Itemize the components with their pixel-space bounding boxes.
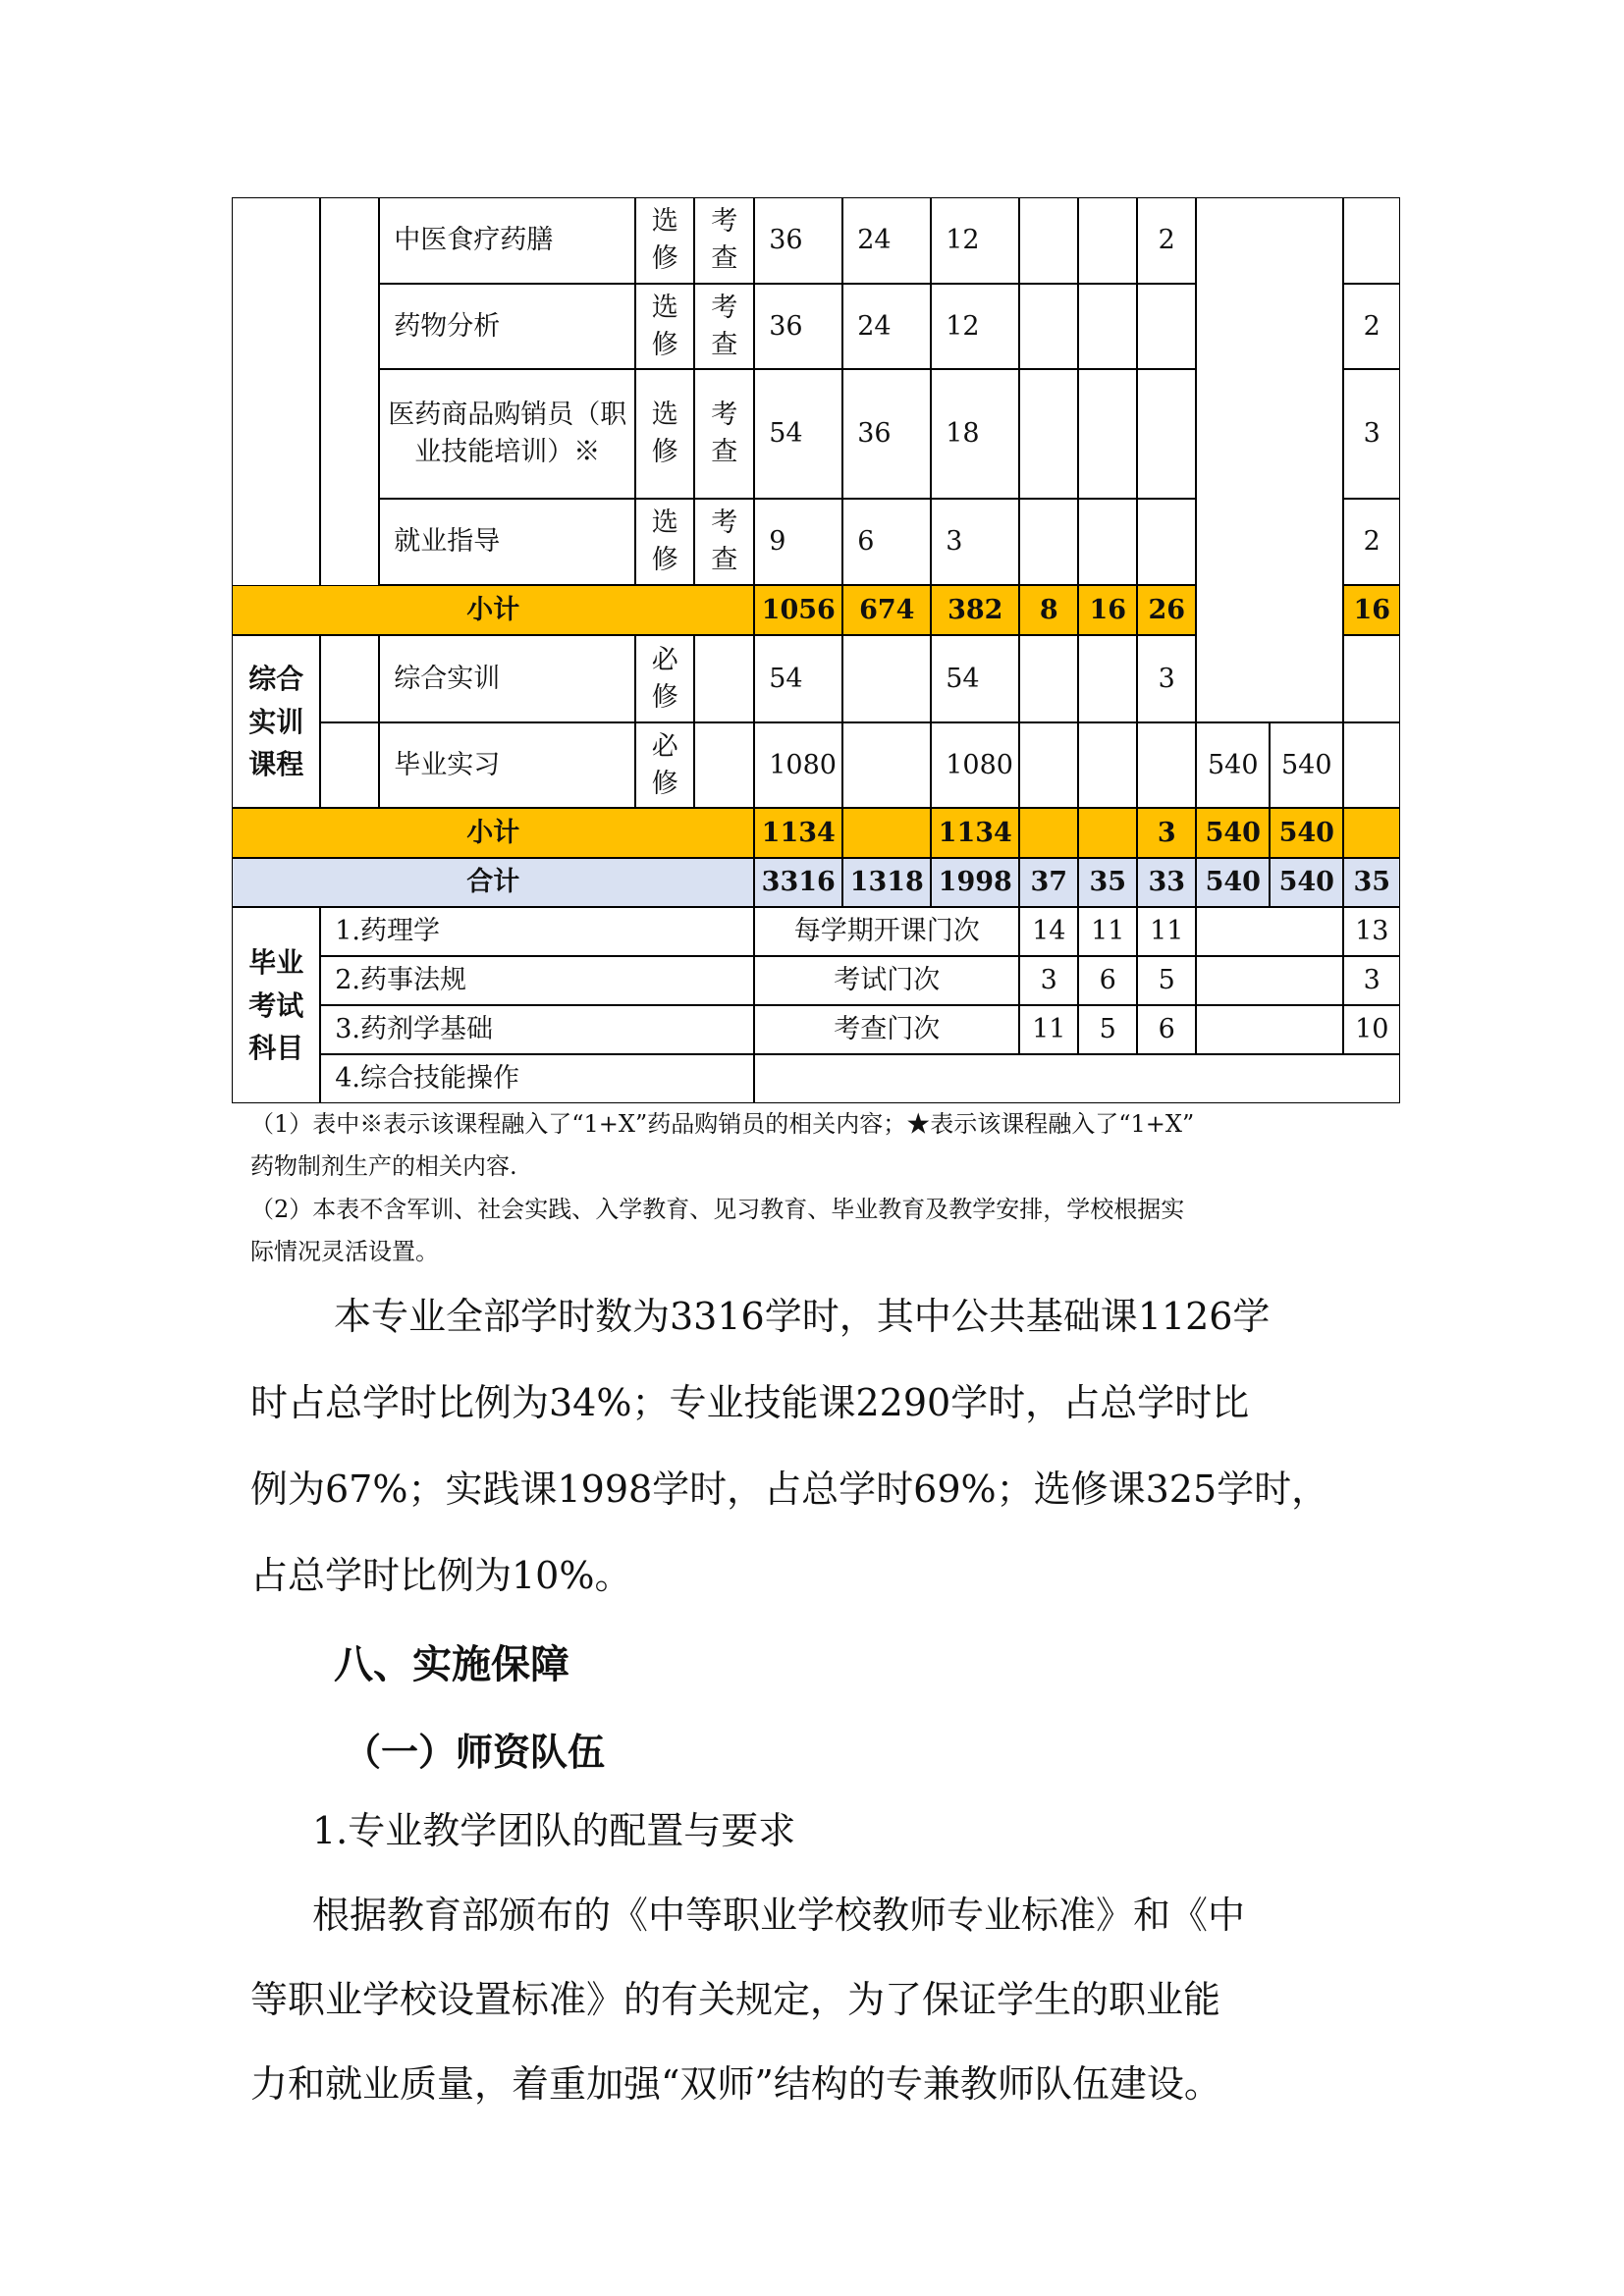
theory-hours: 6: [842, 499, 931, 585]
subtotal-practice: 1134: [931, 808, 1019, 858]
grand-total-label: 合计: [232, 858, 754, 907]
exam-subject: 4.综合技能操作: [320, 1054, 754, 1103]
semester-6-hours: 2: [1343, 284, 1400, 369]
total-hours: 9: [754, 499, 842, 585]
category-comprehensive-training: 综合实训课程: [232, 635, 320, 808]
theory-hours: 36: [842, 369, 931, 499]
metric-s4-s5-empty: [1196, 907, 1343, 956]
practice-hours: 54: [931, 635, 1019, 722]
subtotal-theory: 674: [842, 585, 931, 635]
subtotal-total: 1056: [754, 585, 842, 635]
summary-line-1: 本专业全部学时数为3316学时，其中公共基础课1126学: [334, 1295, 1271, 1338]
subtotal-total: 1134: [754, 808, 842, 858]
subtotal-s6-empty: [1343, 808, 1400, 858]
semester-1-empty: [1019, 635, 1078, 722]
exam-subject: 2.药事法规: [320, 956, 754, 1005]
semester-6-hours: 2: [1343, 499, 1400, 585]
assessment-type: 考查: [694, 499, 754, 585]
course-name: 中医食疗药膳: [379, 197, 635, 284]
assessment-type-empty: [694, 635, 754, 722]
semester-2-empty: [1078, 635, 1137, 722]
subtotal-s3: 3: [1137, 808, 1196, 858]
grand-theory-hours: 1318: [842, 858, 931, 907]
metric-s2: 5: [1078, 1005, 1137, 1054]
subtotal-s6: 16: [1343, 585, 1400, 635]
subcategory-cell-empty: [320, 722, 379, 808]
curriculum-table: [233, 198, 1401, 1104]
course-kind: 选修: [635, 197, 694, 284]
metric-label: 每学期开课门次: [754, 907, 1019, 956]
assessment-type: 考查: [694, 284, 754, 369]
metric-s3: 5: [1137, 956, 1196, 1005]
practice-hours: 1080: [931, 722, 1019, 808]
metric-s6: 10: [1343, 1005, 1400, 1054]
course-kind: 必修: [635, 635, 694, 722]
semester-1-hours: [1019, 197, 1078, 284]
table-note-1-cont: 药物制剂生产的相关内容.: [250, 1152, 517, 1180]
total-hours: 36: [754, 197, 842, 284]
subcategory-cell-empty: [320, 197, 379, 635]
course-kind: 选修: [635, 284, 694, 369]
table-note-1: （1）表中※表示该课程融入了“1+X”药品购销员的相关内容；★表示该课程融入了“1+X”: [250, 1110, 1195, 1138]
subsection-heading: （一）师资队伍: [344, 1731, 606, 1774]
grand-s3: 33: [1137, 858, 1196, 907]
course-name: 药物分析: [379, 284, 635, 369]
grand-s1: 37: [1019, 858, 1078, 907]
semester-3-hours: [1137, 284, 1196, 369]
metric-s1: 14: [1019, 907, 1078, 956]
subtotal-s1: 8: [1019, 585, 1078, 635]
section-heading: 八、实施保障: [334, 1642, 569, 1687]
course-name: 毕业实习: [379, 722, 635, 808]
semester-3-hours: 2: [1137, 197, 1196, 284]
subtotal-s2-empty: [1078, 808, 1137, 858]
course-kind: 选修: [635, 499, 694, 585]
total-hours: 36: [754, 284, 842, 369]
category-cell-empty: [232, 197, 320, 635]
category-graduation-exam: 毕业考试科目: [232, 907, 320, 1103]
practice-hours: 3: [931, 499, 1019, 585]
assessment-type-empty: [694, 722, 754, 808]
semester-4-5-merged-empty: [1196, 197, 1343, 722]
exam-row-empty: [754, 1054, 1400, 1103]
semester-6-empty: [1343, 722, 1400, 808]
grand-s4: 540: [1196, 858, 1270, 907]
metric-s4-s5-empty: [1196, 1005, 1343, 1054]
body-line-2: 等职业学校设置标准》的有关规定，为了保证学生的职业能: [250, 1978, 1221, 2021]
semester-1-hours: [1019, 369, 1078, 499]
total-hours: 1080: [754, 722, 842, 808]
theory-hours: 24: [842, 197, 931, 284]
theory-hours-empty: [842, 635, 931, 722]
subcategory-cell-empty: [320, 635, 379, 722]
semester-1-hours: [1019, 499, 1078, 585]
subtotal-label: 小计: [232, 808, 754, 858]
item-heading: 1.专业教学团队的配置与要求: [312, 1809, 796, 1852]
practice-hours: 12: [931, 197, 1019, 284]
grand-total-hours: 3316: [754, 858, 842, 907]
exam-subject: 1.药理学: [320, 907, 754, 956]
body-line-1: 根据教育部颁布的《中等职业学校教师专业标准》和《中: [312, 1894, 1246, 1937]
semester-6-hours: [1343, 197, 1400, 284]
subtotal-s5: 540: [1270, 808, 1343, 858]
course-name: 就业指导: [379, 499, 635, 585]
body-line-3: 力和就业质量，着重加强“双师”结构的专兼教师队伍建设。: [250, 2062, 1221, 2106]
subtotal-s4: 540: [1196, 808, 1270, 858]
semester-3-hours: [1137, 499, 1196, 585]
subtotal-s1-empty: [1019, 808, 1078, 858]
course-kind: 选修: [635, 369, 694, 499]
course-name: 综合实训: [379, 635, 635, 722]
grand-s6: 35: [1343, 858, 1400, 907]
semester-6-empty: [1343, 635, 1400, 722]
metric-s6: 13: [1343, 907, 1400, 956]
subtotal-practice: 382: [931, 585, 1019, 635]
metric-s1: 3: [1019, 956, 1078, 1005]
semester-1-hours: [1019, 284, 1078, 369]
exam-subject: 3.药剂学基础: [320, 1005, 754, 1054]
practice-hours: 18: [931, 369, 1019, 499]
subtotal-label: 小计: [232, 585, 754, 635]
assessment-type: 考查: [694, 197, 754, 284]
subtotal-s2: 16: [1078, 585, 1137, 635]
semester-2-hours: [1078, 499, 1137, 585]
semester-4-hours: 540: [1196, 722, 1270, 808]
summary-line-3: 例为67%；实践课1998学时，占总学时69%；选修课325学时，: [250, 1468, 1329, 1511]
metric-s2: 6: [1078, 956, 1137, 1005]
semester-2-empty: [1078, 722, 1137, 808]
subtotal-s3: 26: [1137, 585, 1196, 635]
course-name: 医药商品购销员（职业技能培训）※: [379, 369, 635, 499]
summary-line-2: 时占总学时比例为34%；专业技能课2290学时，占总学时比: [250, 1381, 1250, 1424]
assessment-type: 考查: [694, 369, 754, 499]
metric-s4-s5-empty: [1196, 956, 1343, 1005]
subtotal-theory-empty: [842, 808, 931, 858]
metric-s2: 11: [1078, 907, 1137, 956]
practice-hours: 12: [931, 284, 1019, 369]
total-hours: 54: [754, 635, 842, 722]
grand-practice-hours: 1998: [931, 858, 1019, 907]
course-kind: 必修: [635, 722, 694, 808]
metric-s6: 3: [1343, 956, 1400, 1005]
semester-2-hours: [1078, 197, 1137, 284]
summary-line-4: 占总学时比例为10%。: [250, 1554, 632, 1597]
semester-1-empty: [1019, 722, 1078, 808]
table-note-2: （2）本表不含军训、社会实践、入学教育、见习教育、毕业教育及教学安排，学校根据实: [250, 1196, 1185, 1223]
metric-s3: 6: [1137, 1005, 1196, 1054]
table-note-2-cont: 际情况灵活设置。: [250, 1238, 439, 1265]
semester-2-hours: [1078, 369, 1137, 499]
semester-5-hours: 540: [1270, 722, 1343, 808]
semester-2-hours: [1078, 284, 1137, 369]
semester-3-hours: [1137, 369, 1196, 499]
semester-3-hours: 3: [1137, 635, 1196, 722]
total-hours: 54: [754, 369, 842, 499]
metric-s3: 11: [1137, 907, 1196, 956]
semester-3-empty: [1137, 722, 1196, 808]
metric-label: 考查门次: [754, 1005, 1019, 1054]
grand-s2: 35: [1078, 858, 1137, 907]
theory-hours-empty: [842, 722, 931, 808]
metric-label: 考试门次: [754, 956, 1019, 1005]
theory-hours: 24: [842, 284, 931, 369]
metric-s1: 11: [1019, 1005, 1078, 1054]
semester-6-hours: 3: [1343, 369, 1400, 499]
grand-s5: 540: [1270, 858, 1343, 907]
